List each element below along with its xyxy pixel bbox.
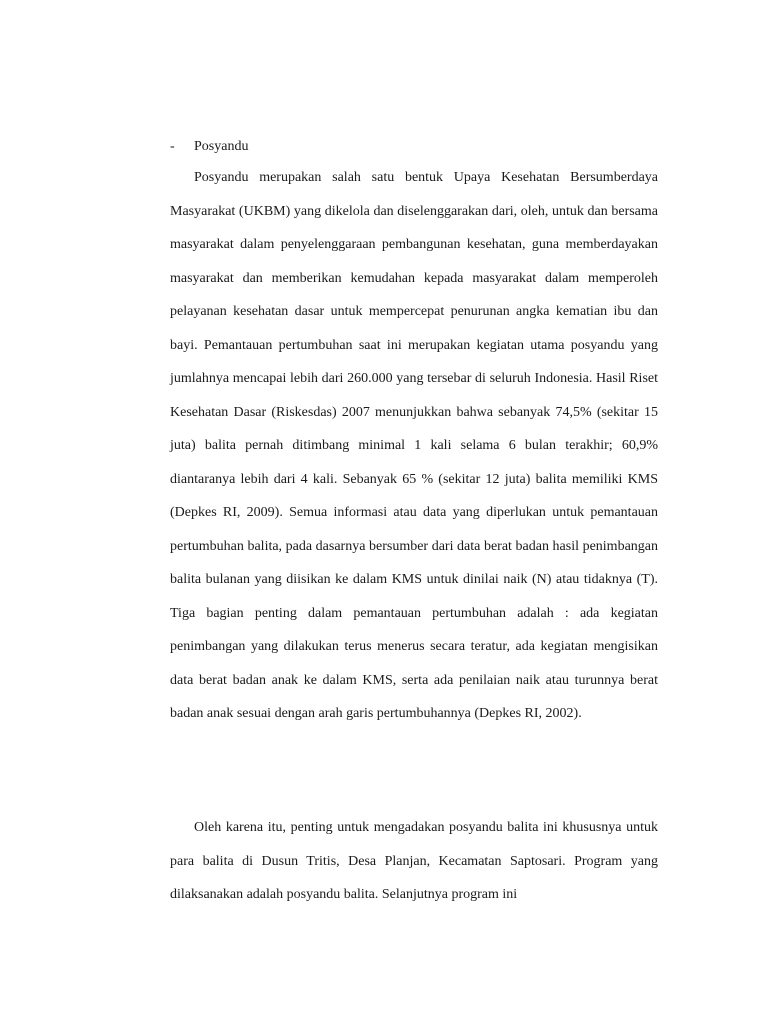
body-paragraph-2: Oleh karena itu, penting untuk mengadakan posyandu balita ini khususnya untuk para balita di Dusun Tritis, Desa Planjan, Kecamatan Saptosari. Program yang dilaksanakan adalah posyandu balita. Selanjutnya program ini <box>170 820 658 902</box>
list-bullet: - <box>170 139 175 154</box>
section-heading <box>170 137 570 157</box>
section-title: Posyandu <box>194 139 249 154</box>
body-paragraph-1: Posyandu merupakan salah satu bentuk Upaya Kesehatan Bersumberdaya Masyarakat (UKBM) yang dikelola dan diselenggarakan dari, oleh, untuk dan bersama masyarakat dalam penyelenggaraan pembangunan kesehatan, guna memberdayakan masyarakat dan memberikan kemudahan kepada masyarakat dalam memperoleh pelayanan kesehatan dasar untuk mempercepat penurunan angka kematian ibu dan bayi. Pemantauan pertumbuhan saat ini merupakan kegiatan utama posyandu yang jumlahnya mencapai lebih dari 260.000 yang tersebar di seluruh Indonesia. Hasil Riset Kesehatan Dasar (Riskesdas) 2007 menunjukkan bahwa sebanyak 74,5% (sekitar 15 juta) balita pernah ditimbang minimal 1 kali selama 6 bulan terakhir; 60,9% diantaranya lebih dari 4 kali. Sebanyak 65 % (sekitar 12 juta) balita memiliki KMS (Depkes RI, 2009). Semua informasi atau data yang diperlukan untuk pemantauan pertumbuhan balita, pada dasarnya bersumber dari data berat badan hasil penimbangan balita bulanan yang diisikan ke dalam KMS untuk dinilai naik (N) atau tidaknya (T). Tiga bagian penting dalam pemantauan pertumbuhan adalah : ada kegiatan penimbangan yang dilakukan terus menerus secara teratur, ada kegiatan mengisikan data berat badan anak ke dalam KMS, serta ada penilaian naik atau turunnya berat badan anak sesuai dengan arah garis pertumbuhannya (Depkes RI, 2002). <box>170 170 658 721</box>
